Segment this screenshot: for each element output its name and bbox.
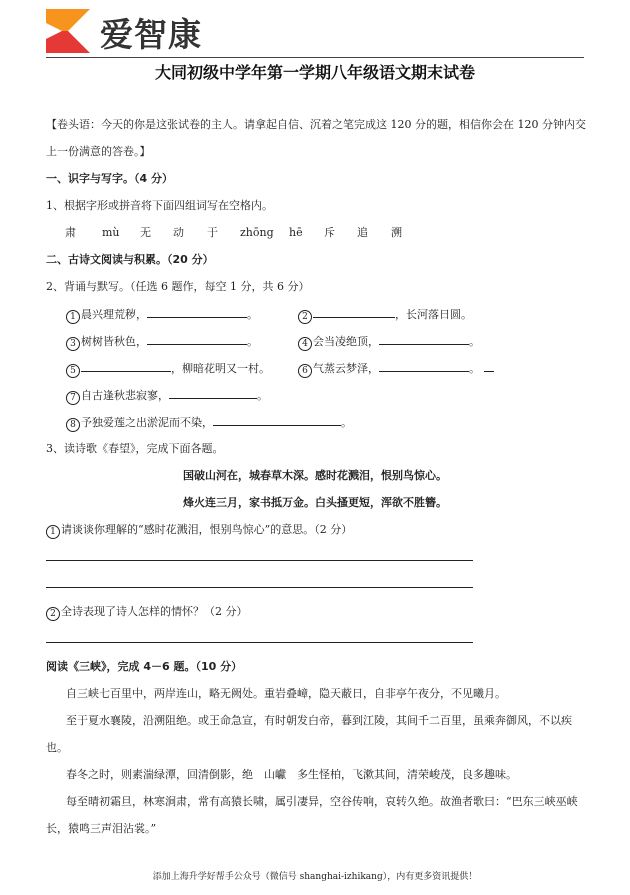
fill-blank[interactable] [147, 307, 247, 318]
header-divider [46, 57, 584, 58]
word: 动 [173, 226, 184, 239]
fill-blank[interactable] [81, 361, 171, 372]
item-number-circle: 1 [46, 525, 60, 539]
passage-paragraph-1: 自三峡七百里中，两岸连山，略无阙处。重岩叠嶂，隐天蔽日，自非亭午夜分，不见曦月。 [66, 687, 506, 700]
recitation-item-2 [298, 307, 472, 324]
passage-paragraph-2: 至于夏水襄陵，沿溯阻绝。或王命急宣，有时朝发白帝，暮到江陵，其间千二百里，虽乘奔御风，不以疾 [66, 714, 572, 727]
item-number-circle: 3 [66, 337, 80, 351]
item-text: 气蒸云梦泽， [313, 362, 379, 375]
item-end: 。 [247, 335, 258, 348]
word: 溯 [391, 226, 402, 239]
fill-blank[interactable] [379, 361, 469, 372]
item-number-circle: 7 [66, 391, 80, 405]
item-text: 会当凌绝顶， [313, 335, 379, 348]
recitation-item-6 [298, 361, 494, 378]
fill-blank-extra [484, 361, 494, 372]
word: mù [102, 226, 120, 239]
intro-line-2: 上一份满意的答卷。】 [46, 145, 151, 158]
footer-note: 添加上海升学好帮手公众号（微信号 shanghai-izhikang），内有更多资讯提供！ [152, 872, 478, 882]
item-number-circle: 4 [298, 337, 312, 351]
item-text: 晨兴理荒秽， [81, 308, 147, 321]
sub-question-text: 全诗表现了诗人怎样的情怀？（2 分） [61, 605, 248, 618]
logo-text: 爱智康 [100, 15, 202, 54]
fill-blank[interactable] [213, 415, 341, 426]
item-text: 予独爱莲之出淤泥而不染， [81, 416, 213, 429]
item-text: 自古逢秋悲寂寥， [81, 389, 169, 402]
section-2-heading: 二、古诗文阅读与积累。（20 分） [46, 253, 214, 266]
item-text: ，柳暗花明又一村。 [171, 362, 270, 375]
aizhikang-logo-icon [46, 9, 90, 53]
fill-blank[interactable] [313, 307, 395, 318]
word-group [0, 226, 630, 240]
question-2: 2、背诵与默写。（任选 6 题作，每空 1 分，共 6 分） [46, 280, 310, 293]
word: zhōng [240, 226, 274, 239]
item-number-circle: 8 [66, 418, 80, 432]
recitation-item-1 [66, 307, 258, 324]
item-number-circle: 5 [66, 364, 80, 378]
word: 斥 [324, 226, 335, 239]
recitation-item-8 [66, 415, 352, 432]
item-end: 。 [469, 335, 480, 348]
item-text: 树树皆秋色， [81, 335, 147, 348]
recitation-item-4 [298, 334, 480, 351]
intro-line-1: 【卷头语：今天的你是这张试卷的主人。请拿起自信、沉着之笔完成这 120 分的题，相信你会在 120 分钟内交 [46, 118, 586, 131]
item-number-circle: 2 [298, 310, 312, 324]
word: 无 [140, 226, 151, 239]
item-number-circle: 1 [66, 310, 80, 324]
recitation-item-5 [66, 361, 270, 378]
fill-blank[interactable] [169, 388, 257, 399]
recitation-item-3 [66, 334, 258, 351]
item-text: ，长河落日圆。 [395, 308, 472, 321]
fill-blank[interactable] [147, 334, 247, 345]
passage-paragraph-4-cont: 长，猿鸣三声泪沾裳。” [46, 822, 157, 835]
item-end: 。 [469, 362, 480, 375]
section-1-heading: 一、识字与写字。（4 分） [46, 172, 173, 185]
answer-line[interactable] [46, 587, 473, 588]
item-number-circle: 2 [46, 607, 60, 621]
item-number-circle: 6 [298, 364, 312, 378]
word: 追 [357, 226, 368, 239]
passage-paragraph-4: 每至晴初霜旦，林寒涧肃，常有高猿长啸，属引凄异，空谷传响，哀转久绝。故渔者歌曰：“巴东三峡巫峡 [66, 795, 578, 808]
item-end: 。 [257, 389, 268, 402]
sub-question-1 [46, 523, 352, 539]
question-3: 3、读诗歌《春望》，完成下面各题。 [46, 442, 224, 455]
word: 肃 [65, 226, 76, 239]
answer-line[interactable] [46, 560, 473, 561]
sub-question-2 [46, 605, 248, 621]
passage-paragraph-3: 春冬之时，则素湍绿潭，回清倒影，绝 山巘 多生怪柏，飞漱其间，清荣峻茂，良多趣味。 [66, 768, 517, 781]
poem-line-2: 烽火连三月，家书抵万金。白头搔更短，浑欲不胜簪。 [183, 496, 447, 509]
answer-line[interactable] [46, 642, 473, 643]
fill-blank[interactable] [379, 334, 469, 345]
item-end: 。 [247, 308, 258, 321]
reading-heading: 阅读《三峡》，完成 4－6 题。（10 分） [46, 660, 243, 673]
question-1: 1、根据字形或拼音将下面四组词写在空格内。 [46, 199, 273, 212]
page-title: 大同初级中学年第一学期八年级语文期末试卷 [154, 63, 475, 82]
item-end: 。 [341, 416, 352, 429]
sub-question-text: 请谈谈你理解的“感时花溅泪，恨别鸟惊心”的意思。（2 分） [61, 523, 353, 536]
word: 于 [207, 226, 218, 239]
passage-paragraph-2-cont: 也。 [46, 741, 68, 754]
word: hē [289, 226, 303, 239]
poem-line-1: 国破山河在，城春草木深。感时花溅泪，恨别鸟惊心。 [183, 469, 447, 482]
recitation-item-7 [66, 388, 268, 405]
